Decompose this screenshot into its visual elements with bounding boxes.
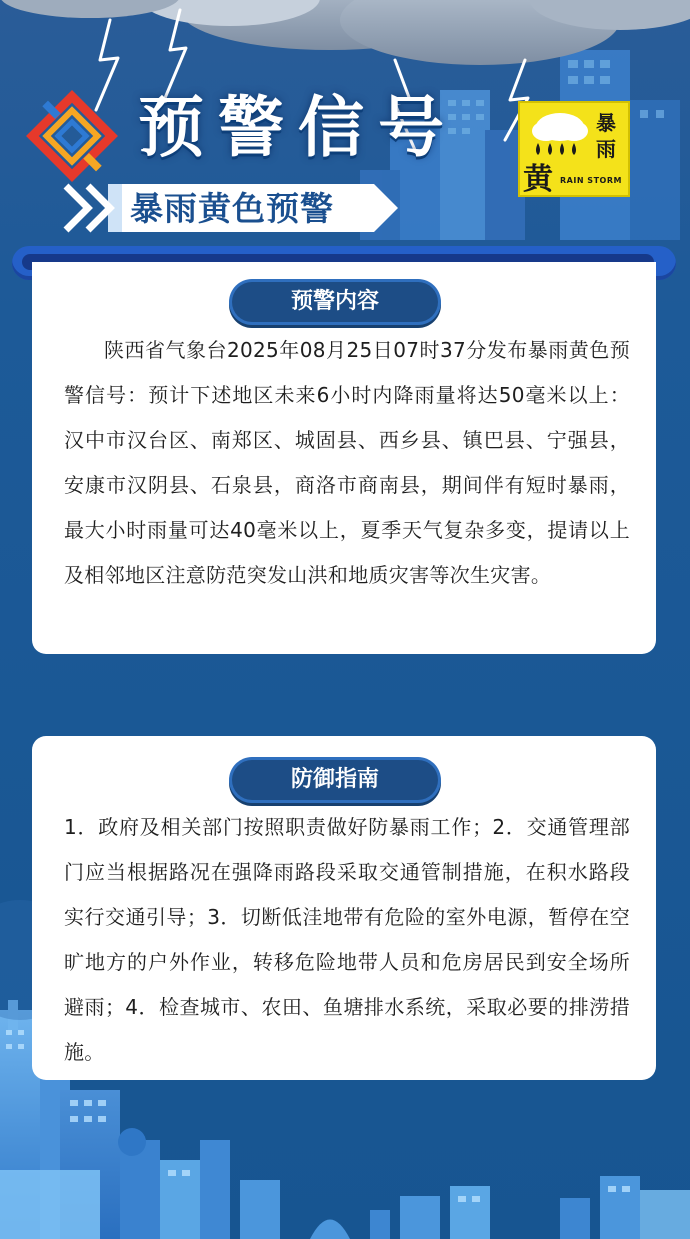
chevrons-icon <box>62 182 118 234</box>
badge-char-mid: 雨 <box>596 137 616 161</box>
badge-char-top: 暴 <box>596 111 616 135</box>
rainstorm-yellow-badge <box>518 101 630 197</box>
logo-icon <box>22 88 122 184</box>
defense-guide-heading: 防御指南 <box>232 760 438 800</box>
badge-english-label: RAIN STORM <box>560 176 622 185</box>
page-title: 预警信号 <box>138 89 458 166</box>
warning-content-heading: 预警内容 <box>232 282 438 322</box>
badge-level-char: 黄 <box>523 162 553 197</box>
rain-cloud-icon <box>524 109 594 164</box>
warning-content-card <box>32 262 656 654</box>
warning-content-text: 陕西省气象台2025年08月25日07时37分发布暴雨黄色预警信号：预计下述地区未来6小时内降雨量将达50毫米以上：汉中市汉台区、南郑区、城固县、西乡县、镇巴县、宁强县，安康市汉阴县、石泉县，商洛市商南县，期间伴有短时暴雨，最大小时雨量可达40毫米以上，夏季天气复杂多变，提请以上及相邻地区注意防范突发山洪和地质灾害等次生灾害。 <box>64 338 630 587</box>
defense-guide-text: 1．政府及相关部门按照职责做好防暴雨工作；2．交通管理部门应当根据路况在强降雨路段采取交通管制措施，在积水路段实行交通引导；3．切断低洼地带有危险的室外电源，暂停在空旷地方的户外作业，转移危险地带人员和危房居民到安全场所避雨；4．检查城市、农田、鱼塘排水系统，采取必要的排涝措施。 <box>64 815 630 1064</box>
page-subtitle: 暴雨黄色预警 <box>130 189 334 228</box>
defense-guide-card <box>32 736 656 1080</box>
